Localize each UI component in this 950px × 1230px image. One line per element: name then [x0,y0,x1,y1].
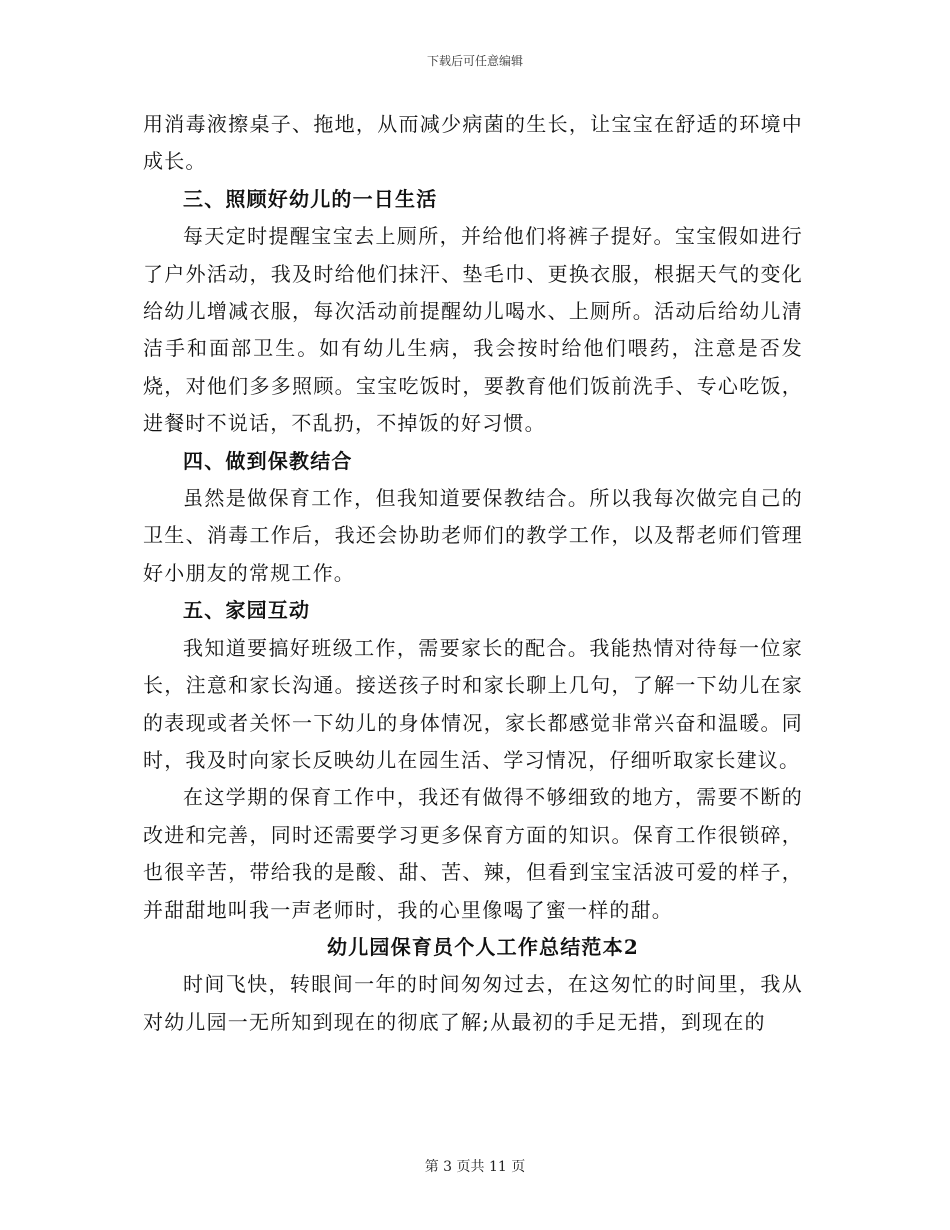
paragraph: 我知道要搞好班级工作，需要家长的配合。我能热情对待每一位家长，注意和家长沟通。接送孩子时和家长聊上几句，了解一下幼儿在家的表现或者关怀一下幼儿的身体情况，家长都感觉非常兴奋和温暖。同时，我及时向家长反映幼儿在园生活、学习情况，仔细听取家长建议。 [143,635,803,772]
page-header: 下载后可任意编辑 [426,54,523,68]
page-footer: 第 3 页共 11 页 [424,1159,526,1175]
document-title: 幼儿园保育员个人工作总结范本2 [327,934,639,959]
section-heading: 四、做到保教结合 [183,448,353,473]
section-heading: 五、家园互动 [183,598,311,623]
paragraph: 时间飞快，转眼间一年的时间匆匆过去，在这匆忙的时间里，我从对幼儿园一无所知到现在的彻底了解;从最初的手足无措，到现在的 [143,972,803,1034]
document-body [143,106,803,1041]
section-heading: 三、照顾好幼儿的一日生活 [183,186,438,211]
paragraph: 每天定时提醒宝宝去上厕所，并给他们将裤子提好。宝宝假如进行了户外活动，我及时给他们抹汗、垫毛巾、更换衣服，根据天气的变化给幼儿增减衣服，每次活动前提醒幼儿喝水、上厕所。活动后给幼儿清洁手和面部卫生。如有幼儿生病，我会按时给他们喂药，注意是否发烧，对他们多多照顾。宝宝吃饭时，要教育他们饭前洗手、专心吃饭，进餐时不说话，不乱扔，不掉饭的好习惯。 [143,224,803,436]
paragraph: 在这学期的保育工作中，我还有做得不够细致的地方，需要不断的改进和完善，同时还需要学习更多保育方面的知识。保育工作很锁碎，也很辛苦，带给我的是酸、甜、苦、辣，但看到宝宝活波可爱的样子，并甜甜地叫我一声老师时，我的心里像喝了蜜一样的甜。 [143,785,803,922]
paragraph: 虽然是做保育工作，但我知道要保教结合。所以我每次做完自己的卫生、消毒工作后，我还会协助老师们的教学工作，以及帮老师们管理好小朋友的常规工作。 [143,486,803,585]
paragraph: 用消毒液擦桌子、拖地，从而减少病菌的生长，让宝宝在舒适的环境中成长。 [143,112,803,174]
